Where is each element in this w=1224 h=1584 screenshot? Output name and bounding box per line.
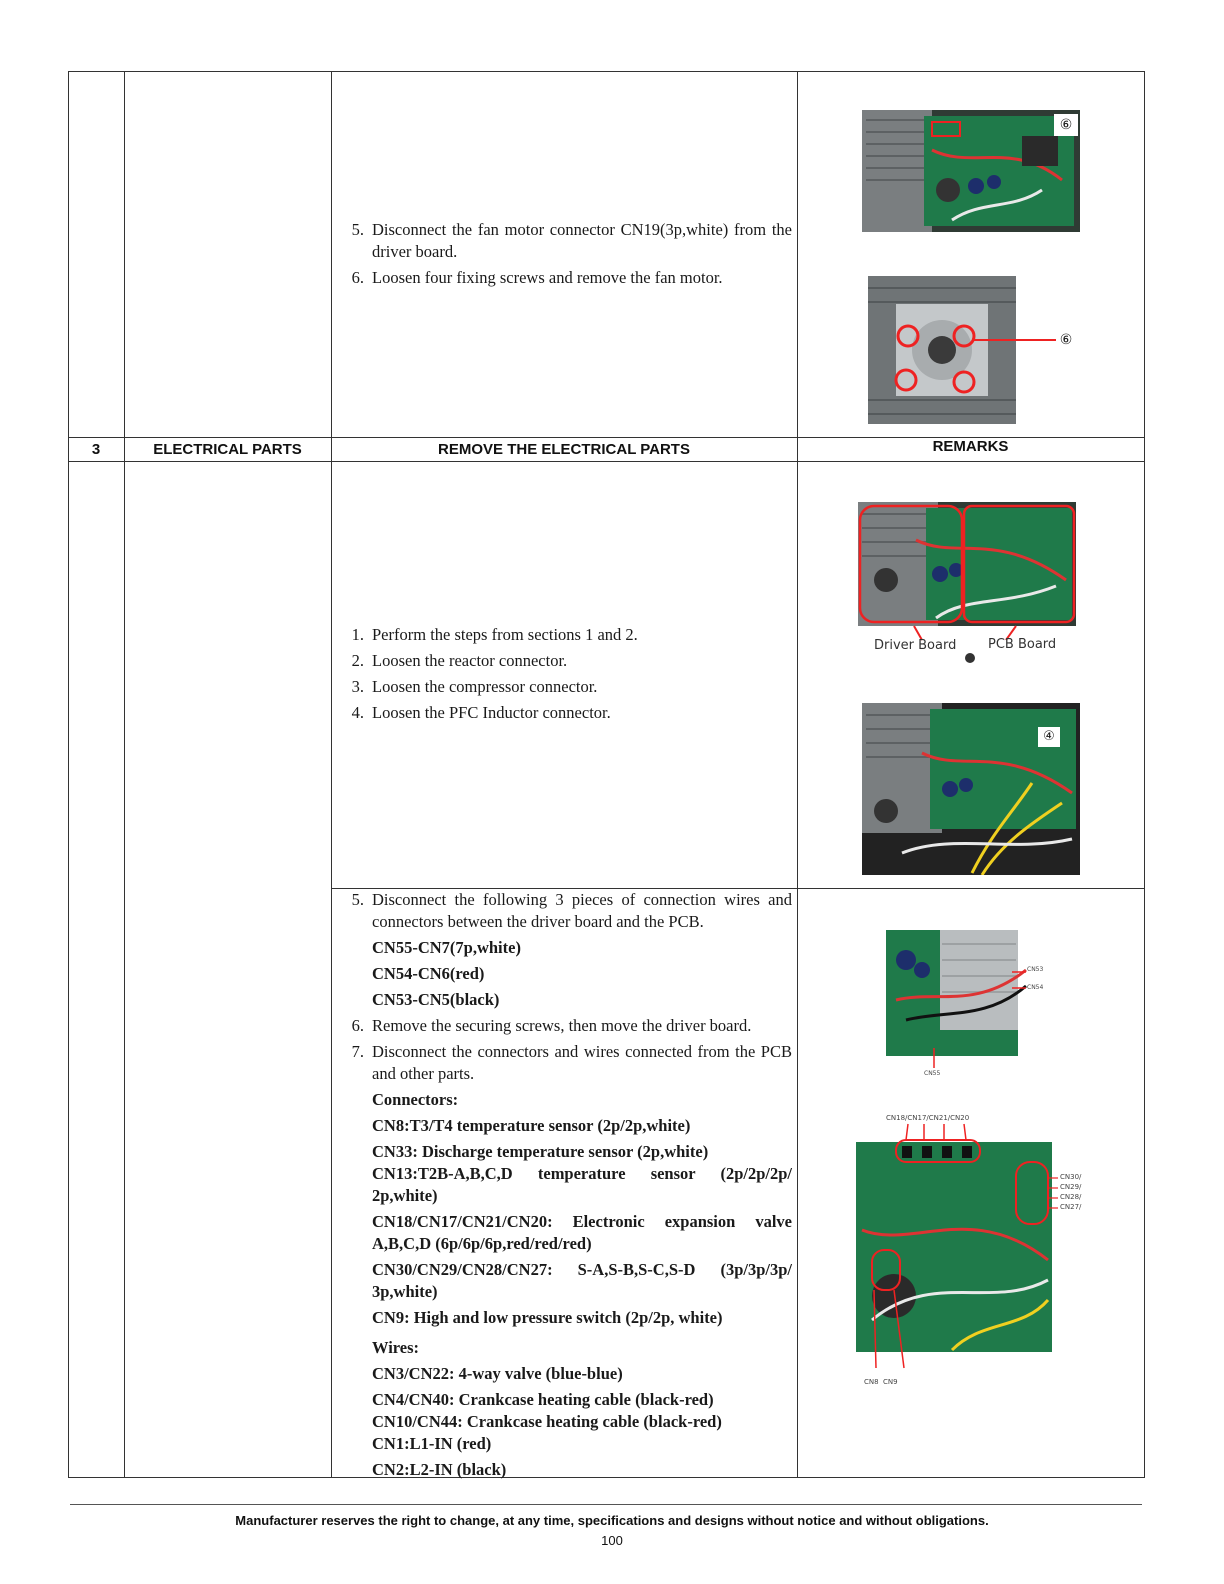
section-number: 3 (91, 441, 101, 458)
step-text: Disconnect the fan motor connector CN19(3p,white) from the driver board. (372, 220, 792, 261)
cn54-label: CN54 (1027, 984, 1044, 991)
driver-pcb-photo (856, 500, 1078, 670)
connector-item: CN8:T3/T4 temperature sensor (2p/2p,white) (372, 1116, 691, 1135)
connector-item: CN18/CN17/CN21/CN20: Electronic expansion valve A,B,C,D (6p/6p/6p,red/red/red) (372, 1212, 792, 1253)
cn53-label: CN53 (1027, 966, 1044, 973)
step-item (344, 219, 792, 263)
connector-item: CN30/CN29/CN28/CN27: S-A,S-B,S-C,S-D (3p/3p/3p/ 3p,white) (372, 1260, 792, 1301)
step-text: Disconnect the connectors and wires connected from the PCB and other parts. (372, 1042, 792, 1083)
step-number: 6. (351, 268, 364, 287)
col-border-1 (124, 71, 125, 1478)
cn29-label: CN29/ (1060, 1183, 1082, 1191)
pfc-inductor-photo (862, 703, 1080, 875)
pcb-board-label: PCB Board (988, 637, 1057, 652)
table-top-border (68, 71, 1145, 72)
wire-item: CN2:L2-IN (black) (372, 1460, 507, 1479)
page-number: 100 (601, 1533, 623, 1548)
step-number: 7. (351, 1042, 364, 1061)
marker-label: ⑥ (1059, 117, 1073, 133)
step-item (344, 889, 792, 933)
step-text: Disconnect the following 3 pieces of connection wires and connectors between the driver board and the PCB. (372, 890, 792, 931)
step-number: 3. (351, 677, 364, 696)
step-text: Perform the steps from sections 1 and 2. (372, 625, 638, 644)
step-number: 2. (351, 651, 364, 670)
cn28-label: CN28/ (1060, 1193, 1082, 1201)
procedure-header: REMOVE THE ELECTRICAL PARTS (438, 441, 690, 458)
wire-item: CN10/CN44: Crankcase heating cable (black-red) (372, 1412, 722, 1431)
step-number: 6. (351, 1016, 364, 1035)
electrical-steps-a (344, 624, 792, 728)
remarks-header: REMARKS (932, 438, 1009, 455)
connector-item: CN13:T2B-A,B,C,D temperature sensor (2p/2p/2p/ 2p,white) (372, 1164, 792, 1205)
fan-motor-steps (344, 219, 792, 293)
wire-item: CN1:L1-IN (red) (372, 1434, 492, 1453)
cn8-cn9-label: CN8 CN9 (864, 1378, 898, 1386)
col-border-2 (331, 71, 332, 1478)
col-border-3 (797, 71, 798, 1478)
step-number: 1. (351, 625, 364, 644)
step-text: Loosen the compressor connector. (372, 677, 598, 696)
step-item (344, 1015, 792, 1037)
cn55-label: CN55 (924, 1070, 941, 1077)
step-item (344, 676, 792, 698)
footer-rule (70, 1504, 1142, 1505)
step-number: 5. (351, 890, 364, 909)
step-text: Loosen the reactor connector. (372, 651, 568, 670)
driver-board-label: Driver Board (874, 638, 957, 653)
step-item (344, 702, 792, 724)
wires-heading: Wires: (372, 1338, 420, 1357)
step-number: 5. (351, 220, 364, 239)
cn-top-label: CN18/CN17/CN21/CN20 (886, 1114, 970, 1122)
marker-label: ⑥ (1059, 332, 1073, 348)
connector-item: CN55-CN7(7p,white) (372, 938, 521, 957)
wire-item: CN3/CN22: 4-way valve (blue-blue) (372, 1364, 623, 1383)
electrical-steps-b (344, 889, 792, 1485)
connector-item: CN54-CN6(red) (372, 964, 485, 983)
marker-label (964, 652, 976, 664)
section-name: ELECTRICAL PARTS (153, 441, 302, 458)
step-number: 4. (351, 703, 364, 722)
pcb-connectors-photo (852, 1110, 1096, 1392)
fan-board-photo (862, 110, 1080, 232)
step-text: Loosen the PFC Inductor connector. (372, 703, 611, 722)
step-text: Remove the securing screws, then move the driver board. (372, 1016, 752, 1035)
step-item (344, 624, 792, 646)
step-item (344, 650, 792, 672)
marker-label: ④ (1043, 729, 1055, 744)
footer-notice: Manufacturer reserves the right to change, at any time, specifications and designs without notice and without obligations. (235, 1513, 989, 1528)
col-border-4 (1144, 71, 1145, 1478)
wire-item: CN4/CN40: Crankcase heating cable (black-red) (372, 1390, 714, 1409)
connector-item: CN9: High and low pressure switch (2p/2p, white) (372, 1308, 723, 1327)
driver-connectors-photo (886, 930, 1052, 1080)
step-item (344, 1041, 792, 1085)
header-bottom-border (68, 461, 1145, 462)
col-border-0 (68, 71, 69, 1478)
cn30-label: CN30/ (1060, 1173, 1082, 1181)
connectors-heading: Connectors: (372, 1090, 459, 1109)
step-item (344, 267, 792, 289)
step-text: Loosen four fixing screws and remove the fan motor. (372, 268, 723, 287)
connector-item: CN33: Discharge temperature sensor (2p,white) (372, 1142, 709, 1161)
cn27-label: CN27/ (1060, 1203, 1082, 1211)
fan-motor-photo (868, 276, 1078, 424)
connector-item: CN53-CN5(black) (372, 990, 500, 1009)
